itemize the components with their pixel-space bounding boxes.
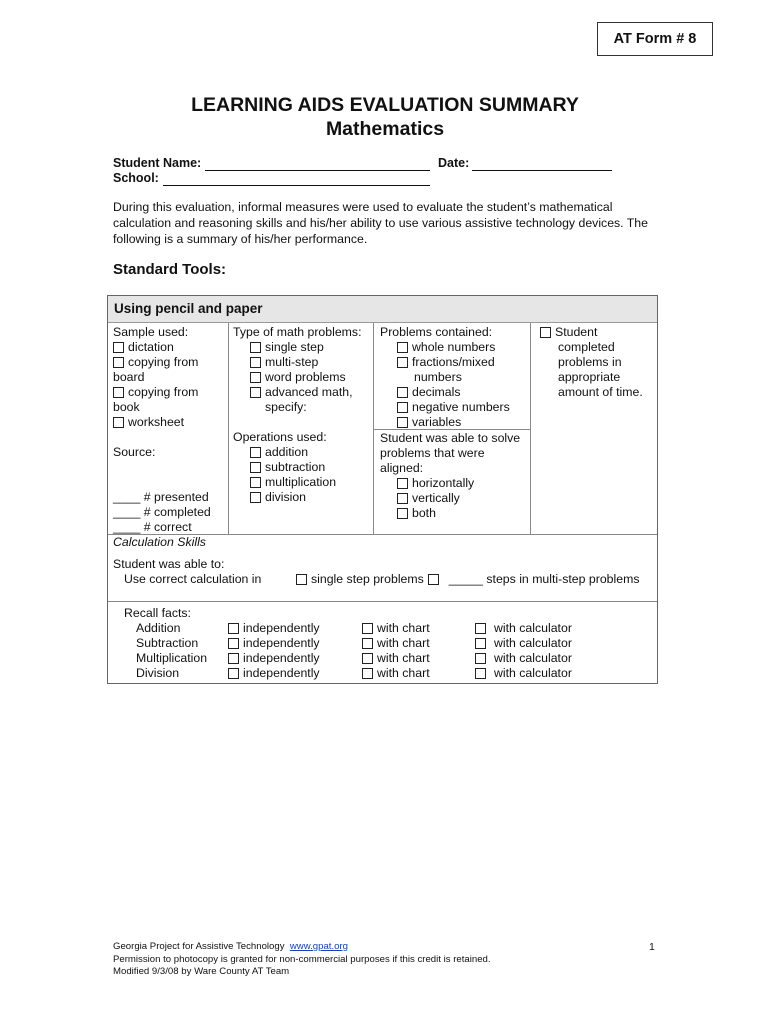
option-with-calculator[interactable]: with calculator [475,651,572,666]
time-text: amount of time. [558,385,643,399]
checkbox[interactable] [475,623,486,634]
checkbox[interactable] [113,417,124,428]
option-with-chart[interactable]: with chart [362,666,430,681]
footer-modified: Modified 9/3/08 by Ware County AT Team [113,966,290,977]
math-problems-column [233,325,371,505]
section-title: Standard Tools: [113,261,227,278]
checkbox[interactable] [397,493,408,504]
operations-heading: Operations used: [233,430,327,444]
op-multiplication[interactable]: multiplication [233,475,371,490]
checkbox[interactable] [296,574,307,585]
checkbox[interactable] [250,492,261,503]
checkbox[interactable] [250,372,261,383]
footer-link[interactable]: www.gpat.org [289,941,348,952]
option-both[interactable]: both [380,506,528,521]
footer [113,941,491,979]
column-divider [530,323,531,534]
fact-division: Division [136,666,180,680]
count-completed[interactable]: ____ # completed [113,505,211,519]
option-dictation[interactable]: dictation [113,340,225,355]
table-header [108,296,657,323]
option-fractions[interactable]: fractions/mixed [380,355,528,370]
option-vertically[interactable]: vertically [380,491,528,506]
op-subtraction[interactable]: subtraction [233,460,371,475]
option-independently[interactable]: independently [228,636,320,651]
option-with-chart[interactable]: with chart [362,636,430,651]
column-divider [228,323,229,534]
source-label: Source: [113,445,156,459]
checkbox[interactable] [250,477,261,488]
checkbox[interactable] [250,462,261,473]
footer-permission: Permission to photocopy is granted for non-commercial purposes if this credit is retained. [113,953,491,965]
option-copying-book[interactable]: copying from [113,385,225,400]
option-single-step[interactable]: single step [233,340,371,355]
able-label: Student was able to: [113,557,225,571]
checkbox[interactable] [250,387,261,398]
checkbox[interactable] [250,447,261,458]
option-cont: board [113,370,145,384]
align-text: Student was able to solve [380,431,521,445]
option-completed-time[interactable]: Student [540,325,655,340]
checkbox[interactable] [397,417,408,428]
option-whole-numbers[interactable]: whole numbers [380,340,528,355]
option-copying-board[interactable]: copying from [113,355,225,370]
time-text: completed [558,340,615,354]
math-problems-heading: Type of math problems: [233,325,362,339]
count-presented[interactable]: ____ # presented [113,490,209,504]
checkbox[interactable] [475,638,486,649]
student-name-label: Student Name: [113,156,202,170]
checkbox[interactable] [475,653,486,664]
checkbox[interactable] [540,327,551,338]
checkbox[interactable] [250,357,261,368]
option-independently[interactable]: independently [228,651,320,666]
option-with-chart[interactable]: with chart [362,651,430,666]
option-worksheet[interactable]: worksheet [113,415,225,430]
checkbox[interactable] [228,623,239,634]
checkbox[interactable] [397,402,408,413]
checkbox[interactable] [397,387,408,398]
alignment-cell [380,431,528,521]
option-cont: book [113,400,140,414]
option-horizontally[interactable]: horizontally [380,476,528,491]
form-number-badge: AT Form # 8 [597,22,713,56]
facts-list [136,621,207,681]
count-correct[interactable]: ____ # correct [113,520,192,534]
checkbox[interactable] [475,668,486,679]
time-column [540,325,655,400]
option-variables[interactable]: variables [380,415,528,430]
option-multi-step[interactable]: multi-step [233,355,371,370]
date-label: Date: [438,156,470,170]
option-word-problems[interactable]: word problems [233,370,371,385]
option-with-chart[interactable]: with chart [362,621,430,636]
checkbox[interactable] [228,638,239,649]
checkbox[interactable] [397,342,408,353]
checkbox[interactable] [113,357,124,368]
checkbox[interactable] [250,342,261,353]
option-advanced-math[interactable]: advanced math, [233,385,371,400]
school-label: School: [113,171,159,185]
single-step-option[interactable]: single step problems _____ steps in multi-step problems [296,572,639,587]
use-correct-label: Use correct calculation in [124,572,262,586]
op-division[interactable]: division [233,490,371,505]
fact-addition: Addition [136,621,181,635]
table-header-label: Using pencil and paper [114,301,263,316]
calculation-skills-heading: Calculation Skills [113,535,206,549]
checkbox[interactable] [113,387,124,398]
date-field[interactable] [472,170,612,171]
time-text: problems in [558,355,622,369]
student-name-field[interactable] [205,170,430,171]
specify-label: specify: [265,400,307,414]
checkbox[interactable] [397,508,408,519]
page-subtitle: Mathematics [325,118,445,140]
footer-org: Georgia Project for Assistive Technology [113,941,285,952]
row-divider [108,601,657,602]
option-with-calculator[interactable]: with calculator [475,636,572,651]
op-addition[interactable]: addition [233,445,371,460]
problems-contained-column [380,325,528,430]
checkbox[interactable] [362,668,373,679]
sample-used-heading: Sample used: [113,325,189,339]
page-number: 1 [649,941,655,953]
checkbox[interactable] [228,653,239,664]
checkbox[interactable] [397,357,408,368]
checkbox[interactable] [362,653,373,664]
option-decimals[interactable]: decimals [380,385,528,400]
option-independently[interactable]: independently [228,621,320,636]
checkbox[interactable] [362,623,373,634]
time-text: appropriate [558,370,621,384]
option-negative-numbers[interactable]: negative numbers [380,400,528,415]
checkbox[interactable] [397,478,408,489]
problems-contained-heading: Problems contained: [380,325,493,339]
page-title: LEARNING AIDS EVALUATION SUMMARY [191,94,579,116]
recall-facts-label: Recall facts: [124,606,191,620]
align-text: aligned: [380,461,424,475]
option-with-calculator[interactable]: with calculator [475,621,572,636]
sample-used-column [113,325,225,535]
independently-column [228,621,320,681]
fact-subtraction: Subtraction [136,636,199,650]
fact-multiplication: Multiplication [136,651,208,665]
option-independently[interactable]: independently [228,666,320,681]
option-cont: numbers [414,370,462,384]
checkbox[interactable] [113,342,124,353]
checkbox[interactable] [362,638,373,649]
with-calculator-column [475,621,572,681]
intro-paragraph: During this evaluation, informal measures were used to evaluate the student’s mathematical calculation and reasoning skills and his/her ability to use various assistive technology devices. The following is a summary of his/her performance. [113,200,648,246]
align-text: problems that were [380,446,485,460]
option-with-calculator[interactable]: with calculator [475,666,572,681]
with-chart-column [362,621,430,681]
school-field[interactable] [163,185,430,186]
checkbox[interactable] [228,668,239,679]
checkbox[interactable] [428,574,439,585]
